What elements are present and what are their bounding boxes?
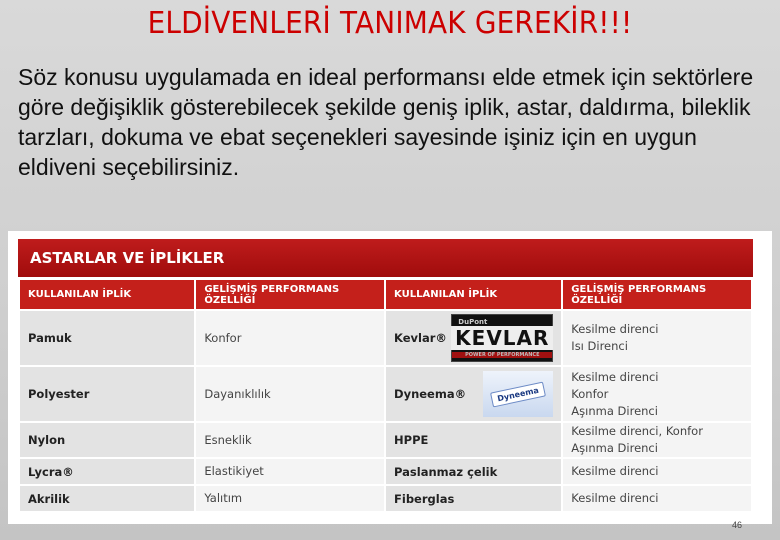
- intro-paragraph: Söz konusu uygulamada en ideal performansı elde etmek için sektörlere göre değişiklik gösterebilecek şekilde geniş iplik, astar, daldırma, bileklik tarzları, dokuma ve ebat seçenekleri sayesinde işiniz için en uygun eldiveni seçebilirsiniz.: [18, 64, 754, 180]
- yarn-name: Pamuk: [20, 311, 194, 365]
- yarn-table-panel: [8, 231, 772, 524]
- yarn-feature: Kesilme direnci Konfor Aşınma Direnci: [563, 367, 751, 421]
- yarn-feature: Kesilme direnci: [563, 486, 751, 511]
- yarn-name: Nylon: [20, 423, 194, 457]
- page-title: ELDİVENLERİ TANIMAK GEREKİR!!!: [147, 6, 633, 41]
- table-row: [20, 486, 751, 511]
- column-header: KULLANILAN İPLİK: [386, 280, 561, 309]
- yarn-name: Fiberglas: [386, 486, 561, 511]
- yarn-feature: Esneklik: [196, 423, 384, 457]
- yarn-name: Dyneema®: [394, 387, 467, 401]
- table-header-row: [20, 280, 751, 309]
- table-row: [20, 423, 751, 457]
- yarn-name-cell: [386, 367, 561, 421]
- yarn-name: HPPE: [386, 423, 561, 457]
- yarn-feature: Dayanıklılık: [196, 367, 384, 421]
- logo-text: Dyneema: [490, 381, 546, 407]
- logo-text: KEVLAR: [451, 326, 553, 350]
- table-row: [20, 311, 751, 365]
- panel-heading: ASTARLAR VE İPLİKLER: [18, 239, 753, 277]
- kevlar-logo: [451, 314, 553, 362]
- yarn-feature: Kesilme direnci: [563, 459, 751, 484]
- yarn-feature: Elastikiyet: [196, 459, 384, 484]
- column-header: KULLANILAN İPLİK: [20, 280, 194, 309]
- yarn-feature: Kesilme direnci Isı Direnci: [563, 311, 751, 365]
- yarn-name: Kevlar®: [394, 331, 447, 345]
- page-number: 46: [731, 520, 742, 530]
- yarn-table: [18, 278, 753, 513]
- yarn-name: Akrilik: [20, 486, 194, 511]
- yarn-name: Lycra®: [20, 459, 194, 484]
- logo-text: DuPont: [458, 318, 488, 326]
- column-header: GELİŞMİŞ PERFORMANS ÖZELLİĞİ: [563, 280, 751, 309]
- table-row: [20, 459, 751, 484]
- table-row: [20, 367, 751, 421]
- yarn-name: Polyester: [20, 367, 194, 421]
- yarn-feature: Yalıtım: [196, 486, 384, 511]
- column-header: GELİŞMİŞ PERFORMANS ÖZELLİĞİ: [196, 280, 384, 309]
- dyneema-logo: [483, 371, 553, 417]
- yarn-name: Paslanmaz çelik: [386, 459, 561, 484]
- yarn-name-cell: [386, 311, 561, 365]
- yarn-feature: Kesilme direnci, Konfor Aşınma Direnci: [563, 423, 751, 457]
- logo-text: POWER OF PERFORMANCE: [452, 352, 552, 358]
- yarn-feature: Konfor: [196, 311, 384, 365]
